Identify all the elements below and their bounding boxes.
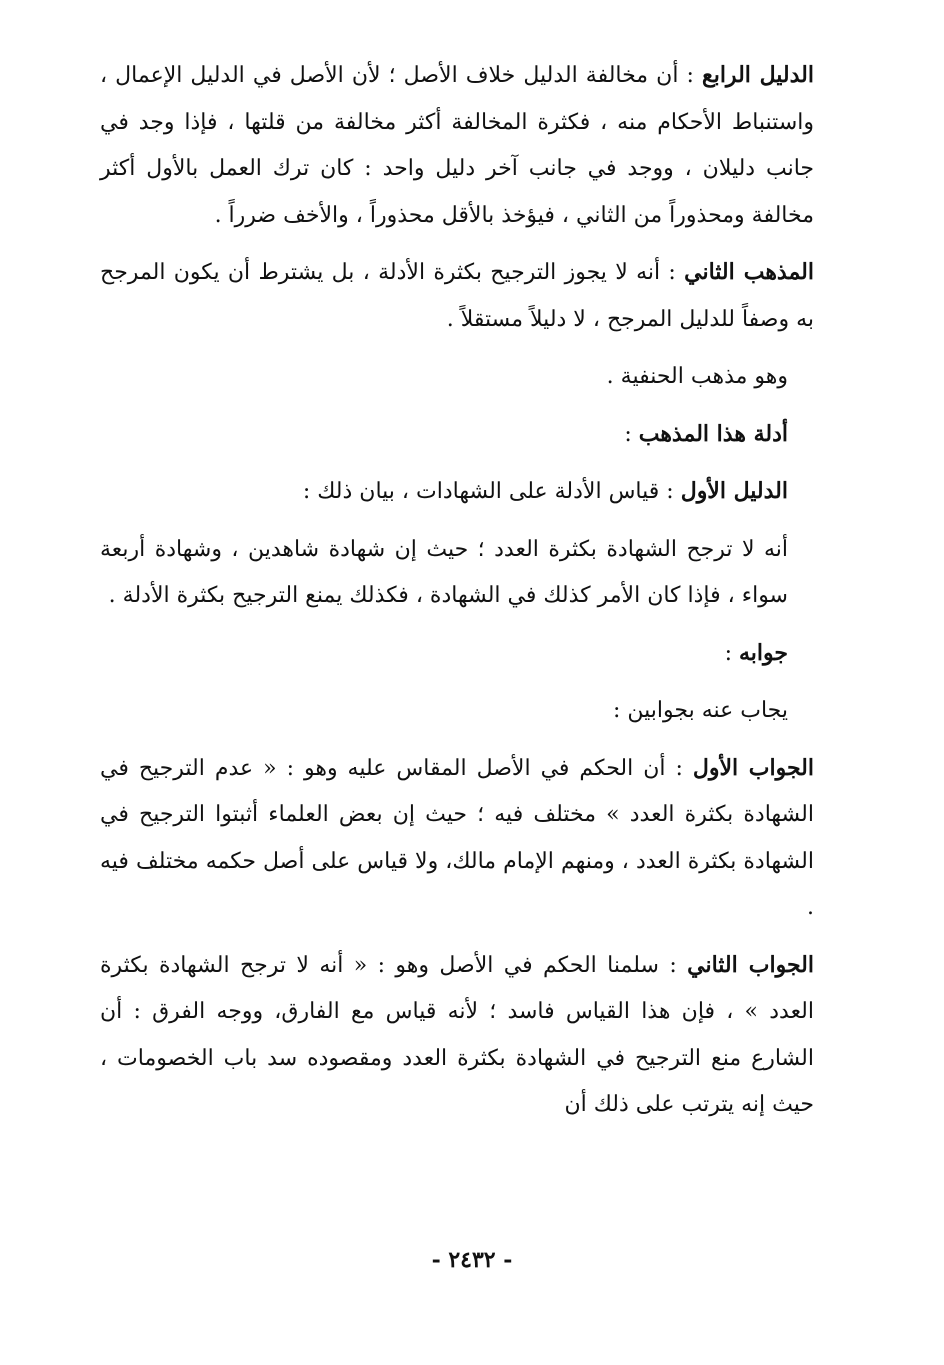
paragraph-fourth-evidence <box>100 52 814 239</box>
paragraph-heading: المذهب الثاني <box>684 259 814 285</box>
paragraph-text: : أنه لا يجوز الترجيح بكثرة الأدلة ، بل يشترط أن يكون المرجح به وصفاً للدليل المرجح ، لا دليلاً مستقلاً . <box>100 260 814 332</box>
paragraph-text: يجاب عنه بجوابين : <box>612 698 788 723</box>
paragraph-text: وهو مذهب الحنفية . <box>606 364 788 389</box>
page-number: - ٢٤٣٢ - <box>431 1247 513 1273</box>
paragraph-heading: الدليل الرابع <box>701 62 814 88</box>
paragraph-text: : أن مخالفة الدليل خلاف الأصل ؛ لأن الأصل في الدليل الإعمال ، واستنباط الأحكام منه ، فكثرة المخالفة أكثر مخالفة من قلتها ، فإذا وجد في جانب دليلان ، ووجد في جانب آخر دليل واحد : كان ترك العمل بالأول أكثر مخالفة ومحذوراً من الثاني ، فيؤخذ بالأقل محذوراً ، والأخف ضرراً . <box>100 63 814 228</box>
paragraph-first-answer <box>100 745 814 932</box>
paragraph-heading: الجواب الأول <box>692 754 814 781</box>
section-heading: جوابه <box>739 639 788 666</box>
paragraph-heading: الدليل الأول <box>680 478 788 504</box>
page-body <box>100 52 814 1139</box>
paragraph-school-evidence-heading <box>100 411 814 459</box>
paragraph-text: : <box>724 640 739 666</box>
paragraph-answer-heading <box>100 630 814 678</box>
paragraph-second-answer <box>100 942 814 1129</box>
paragraph-hanafi-school <box>100 353 814 401</box>
paragraph-text: : سلمنا الحكم في الأصل وهو : « أنه لا ترجح الشهادة بكثرة العدد » ، فإن هذا القياس فاسد ؛ لأنه قياس مع الفارق، ووجه الفرق : أن الشارع منع الترجيح في الشهادة بكثرة العدد ومقصوده سد باب الخصومات ، حيث إنه يترتب على ذلك أن <box>100 952 814 1117</box>
paragraph-text: : قياس الأدلة على الشهادات ، بيان ذلك : <box>302 479 681 504</box>
section-heading: أدلة هذا المذهب <box>638 420 788 447</box>
paragraph-two-answers <box>100 687 814 735</box>
paragraph-text: : <box>624 421 639 447</box>
paragraph-testimony-analogy <box>100 526 814 620</box>
paragraph-heading: الجواب الثاني <box>687 951 814 978</box>
paragraph-first-evidence <box>100 468 814 516</box>
paragraph-text: : أن الحكم في الأصل المقاس عليه وهو : « عدم الترجيح في الشهادة بكثرة العدد » مختلف فيه ؛ حيث إن بعض العلماء أثبتوا الترجيح في الشهادة بكثرة العدد ، ومنهم الإمام مالك، ولا قياس على أصل حكمه مختلف فيه . <box>100 755 814 920</box>
paragraph-second-school <box>100 249 814 343</box>
paragraph-text: أنه لا ترجح الشهادة بكثرة العدد ؛ حيث إن شهادة شاهدين ، وشهادة أربعة سواء ، فإذا كان الأمر كذلك في الشهادة ، فكذلك يمنع الترجيح بكثرة الأدلة . <box>100 536 788 608</box>
